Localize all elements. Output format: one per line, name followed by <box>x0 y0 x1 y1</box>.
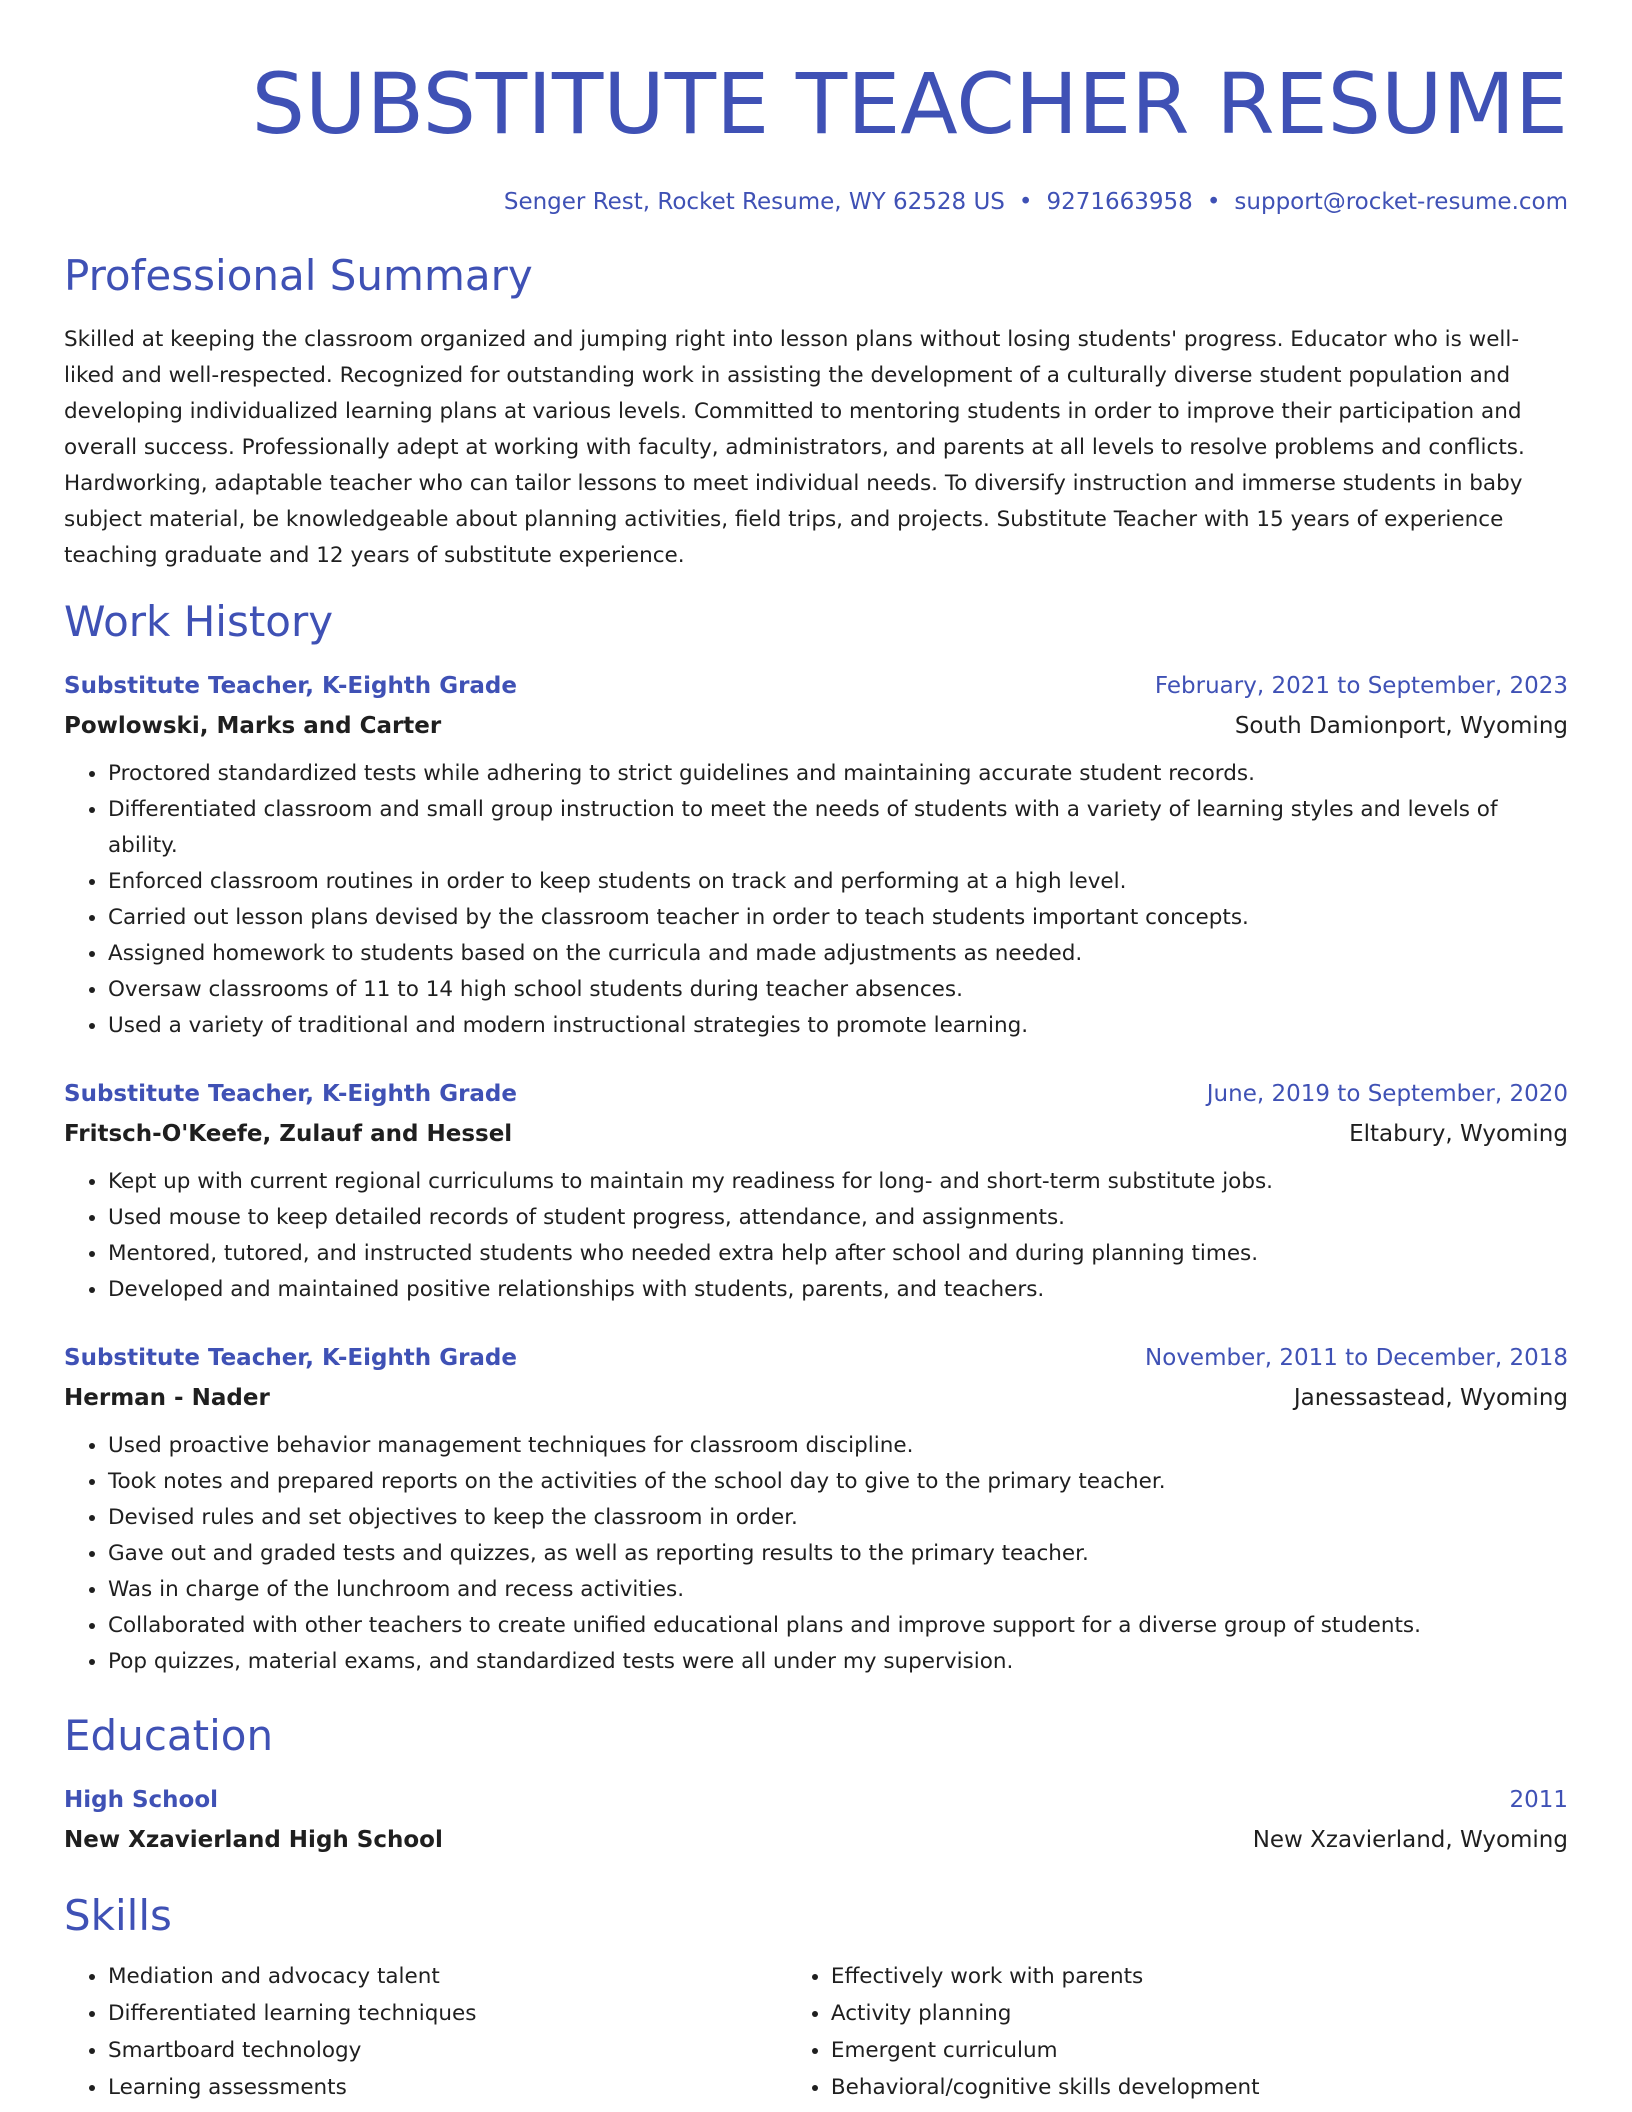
job-role: Substitute Teacher, K-Eighth Grade <box>64 1345 517 1371</box>
skill-item: • Effectively work with parents <box>831 1958 1568 1995</box>
section-title-skills: Skills <box>64 1891 172 1940</box>
job-bullet: • Pop quizzes, material exams, and standardized tests were all under my supervision. <box>108 1644 1568 1680</box>
job-company: Herman - Nader <box>64 1385 270 1411</box>
education-location: New Xzavierland, Wyoming <box>1252 1827 1568 1853</box>
job-dates: November, 2011 to December, 2018 <box>1145 1345 1568 1371</box>
job-bullet: • Used mouse to keep detailed records of student progress, attendance, and assignments. <box>108 1200 1568 1236</box>
skill-item: • Differentiated learning techniques <box>108 1995 787 2032</box>
contact-separator: • <box>1018 189 1033 215</box>
job-location: Eltabury, Wyoming <box>1349 1121 1568 1147</box>
job-bullet: • Kept up with current regional curriculums to maintain my readiness for long- and short-term substitute jobs. <box>108 1164 1568 1200</box>
job-bullet: • Used proactive behavior management techniques for classroom discipline. <box>108 1428 1568 1464</box>
education-year: 2011 <box>1509 1787 1568 1813</box>
job-dates: February, 2021 to September, 2023 <box>1154 673 1568 699</box>
skill-item: • Emergent curriculum <box>831 2032 1568 2069</box>
contact-address: Senger Rest, Rocket Resume, WY 62528 US <box>503 189 1005 215</box>
job-entry <box>64 1074 1568 1308</box>
job-location: South Damionport, Wyoming <box>1234 713 1568 739</box>
education-entry <box>64 1780 1568 1860</box>
job-bullet: • Proctored standardized tests while adhering to strict guidelines and maintaining accurate student records. <box>108 756 1568 792</box>
job-role: Substitute Teacher, K-Eighth Grade <box>64 1081 517 1107</box>
section-title-education: Education <box>64 1711 274 1760</box>
skills-column-left <box>64 1958 787 2106</box>
job-bullets <box>64 1428 1568 1680</box>
skill-item: • Mediation and advocacy talent <box>108 1958 787 1995</box>
job-bullet: • Assigned homework to students based on the curricula and made adjustments as needed. <box>108 936 1568 972</box>
contact-line <box>64 186 1568 218</box>
skill-item: • Learning assessments <box>108 2069 787 2106</box>
job-bullets <box>64 756 1568 1044</box>
skills-list <box>64 1958 1568 2106</box>
job-entry <box>64 1338 1568 1680</box>
job-bullet: • Enforced classroom routines in order to keep students on track and performing at a high level. <box>108 864 1568 900</box>
job-bullets <box>64 1164 1568 1308</box>
resume-title: SUBSTITUTE TEACHER RESUME <box>251 55 1568 153</box>
job-role: Substitute Teacher, K-Eighth Grade <box>64 673 517 699</box>
job-location: Janessastead, Wyoming <box>1293 1385 1568 1411</box>
job-bullet: • Was in charge of the lunchroom and recess activities. <box>108 1572 1568 1608</box>
job-bullet: • Collaborated with other teachers to create unified educational plans and improve support for a diverse group of students. <box>108 1608 1568 1644</box>
job-dates: June, 2019 to September, 2020 <box>1206 1081 1568 1107</box>
job-entry <box>64 666 1568 1044</box>
job-bullet: • Used a variety of traditional and modern instructional strategies to promote learning. <box>108 1008 1568 1044</box>
contact-phone: 9271663958 <box>1046 189 1193 215</box>
work-history-list <box>64 666 1568 1680</box>
skill-item: • Activity planning <box>831 1995 1568 2032</box>
job-bullet: • Mentored, tutored, and instructed students who needed extra help after school and during planning times. <box>108 1236 1568 1272</box>
skills-column-right <box>787 1958 1568 2106</box>
contact-email[interactable]: support@rocket-resume.com <box>1234 189 1568 215</box>
skill-item: • Behavioral/cognitive skills development <box>831 2069 1568 2106</box>
education-degree: High School <box>64 1787 219 1813</box>
job-bullet: • Gave out and graded tests and quizzes, as well as reporting results to the primary teacher. <box>108 1536 1568 1572</box>
job-bullet: • Devised rules and set objectives to keep the classroom in order. <box>108 1500 1568 1536</box>
job-bullet: • Took notes and prepared reports on the activities of the school day to give to the primary teacher. <box>108 1464 1568 1500</box>
summary-text: Skilled at keeping the classroom organized and jumping right into lesson plans without losing students' progress. Educator who is well-liked and well-respected. Recognized for outstanding work in assisting the development of a culturally diverse student population and developing individualized learning plans at various levels. Committed to mentoring students in order to improve their participation and overall success. Professionally adept at working with faculty, administrators, and parents at all levels to resolve problems and conflicts. Hardworking, adaptable teacher who can tailor lessons to meet individual needs. To diversify instruction and immerse students in baby subject material, be knowledgeable about planning activities, field trips, and projects. Substitute Teacher with 15 years of experience teaching graduate and 12 years of substitute experience. <box>64 327 1525 568</box>
job-company: Fritsch-O'Keefe, Zulauf and Hessel <box>64 1121 513 1147</box>
section-title-work-history: Work History <box>64 597 334 646</box>
skill-item: • Smartboard technology <box>108 2032 787 2069</box>
contact-separator: • <box>1206 189 1221 215</box>
job-bullet: • Developed and maintained positive relationships with students, parents, and teachers. <box>108 1272 1568 1308</box>
job-bullet: • Oversaw classrooms of 11 to 14 high school students during teacher absences. <box>108 972 1568 1008</box>
job-company: Powlowski, Marks and Carter <box>64 713 442 739</box>
section-title-summary: Professional Summary <box>64 251 533 300</box>
job-bullet: • Differentiated classroom and small group instruction to meet the needs of students with a variety of learning styles and levels of ability. <box>108 792 1568 864</box>
education-school: New Xzavierland High School <box>64 1827 443 1853</box>
job-bullet: • Carried out lesson plans devised by the classroom teacher in order to teach students important concepts. <box>108 900 1568 936</box>
resume-page <box>64 0 1568 2106</box>
